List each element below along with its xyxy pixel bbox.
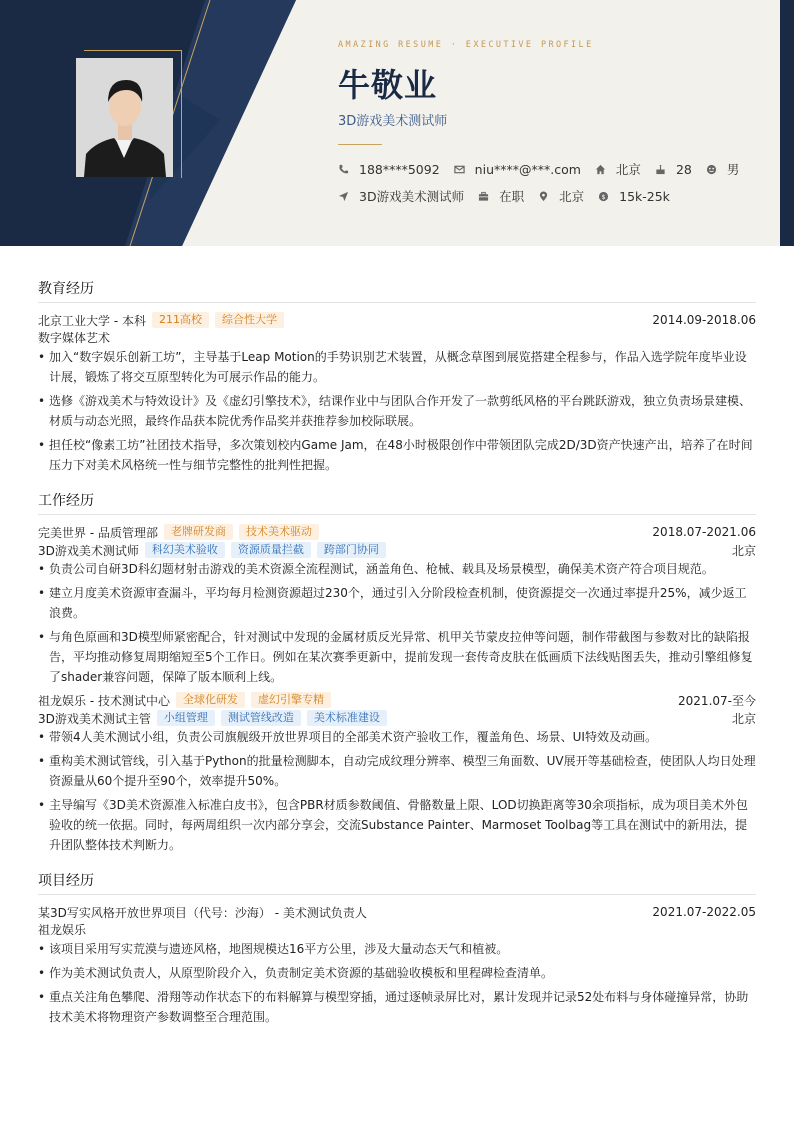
company-tag: 虚幻引擎专精 <box>251 692 331 708</box>
job-role-line <box>38 709 756 727</box>
work-title: 工作经历 <box>38 490 756 515</box>
school-name: 北京工业大学 - 本科 <box>38 313 146 328</box>
job-entry <box>38 691 756 855</box>
send-icon <box>338 191 349 202</box>
education-date: 2014.09-2018.06 <box>652 313 756 327</box>
salary-text: 15k-25k <box>619 188 670 204</box>
school-tag: 综合性大学 <box>215 312 284 328</box>
job-city: 北京 <box>731 543 756 558</box>
job-role: 3D游戏美术测试主管 <box>38 711 151 726</box>
email-text: niu****@***.com <box>474 161 581 177</box>
job-bullets <box>38 727 756 855</box>
company-name: 完美世界 - 品质管理部 <box>38 525 158 540</box>
work-section <box>38 490 756 859</box>
list-item: • 与角色原画和3D模型师紧密配合，针对测试中发现的金属材质反光异常、机甲关节蒙皮拉伸等问题，制作带截图与参数对比的缺陷报告，平均推动修复周期缩短至5个工作日。例如在某次赛季更新中，提前发现一套传奇皮肤在低画质下法线贴图丢失，推动引擎组修复了shader兼容问题，保障了版本顺利上线。 <box>38 627 756 687</box>
company-tag: 全球化研发 <box>176 692 245 708</box>
job-city: 北京 <box>731 711 756 726</box>
intent-position-item <box>338 187 464 205</box>
location-icon <box>538 191 549 202</box>
salary-icon <box>598 191 609 202</box>
projects-title: 项目经历 <box>38 870 756 895</box>
project-bullets <box>38 939 756 1027</box>
avatar <box>76 58 173 177</box>
list-item: • 重构美术测试管线，引入基于Python的批量检测脚本，自动完成纹理分辨率、模型三角面数、UV展开等基础检查，使团队人均日处理资源量从60个提升至90个，效率提升50%。 <box>38 751 756 791</box>
role-tag: 小组管理 <box>157 710 215 726</box>
home-icon <box>595 164 606 175</box>
education-title: 教育经历 <box>38 278 756 303</box>
header-right-strip <box>780 0 794 246</box>
role-tag: 跨部门协同 <box>317 542 386 558</box>
list-item: • 作为美术测试负责人，从原型阶段介入，负责制定美术资源的基础验收模板和里程碑检查清单。 <box>38 963 756 983</box>
title-divider <box>338 144 382 145</box>
school-tag: 211高校 <box>152 312 209 328</box>
role-tag: 测试管线改造 <box>221 710 301 726</box>
candidate-title: 3D游戏美术测试师 <box>338 114 448 129</box>
list-item: • 重点关注角色攀爬、滑翔等动作状态下的布料解算与模型穿插，通过逐帧录屏比对，累计发现并记录52处布料与身体碰撞异常，协助技术美术将物理资产参数调整至合理范围。 <box>38 987 756 1027</box>
education-header <box>38 311 756 329</box>
list-item: • 担任校“像素工坊”社团技术指导，多次策划校内Game Jam，在48小时极限创作中带领团队完成2D/3D资产快速产出，培养了在时间压力下对美术风格统一性与细节完整性的批判性把握。 <box>38 435 756 475</box>
education-section <box>38 278 756 479</box>
role-tag: 科幻美术验收 <box>145 542 225 558</box>
svg-text:$: $ <box>601 192 606 201</box>
list-item: • 主导编写《3D美术资源准入标准白皮书》，包含PBR材质参数阈值、骨骼数量上限、LOD切换距离等30余项指标，成为项目美术外包验收的统一依据。同时，每两周组织一次内部分享会，交流Substance Painter、Marmoset Toolbag等工具在测试中的新用法，提升团队整体技术判断力。 <box>38 795 756 855</box>
company-tag: 老牌研发商 <box>164 524 233 540</box>
job-header <box>38 691 756 709</box>
job-entry <box>38 523 756 687</box>
project-company: 祖龙娱乐 <box>38 923 87 937</box>
job-role-line <box>38 541 756 559</box>
email-item <box>454 162 581 177</box>
briefcase-icon <box>478 191 489 202</box>
list-item: • 带领4人美术测试小组，负责公司旗舰级开放世界项目的全部美术资产验收工作，覆盖角色、场景、UI特效及动画。 <box>38 727 756 747</box>
salary-item <box>598 189 670 204</box>
mail-icon <box>454 164 465 175</box>
phone-item <box>338 162 440 177</box>
status-item <box>478 187 524 205</box>
project-name: 某3D写实风格开放世界项目（代号：沙海） - 美术测试负责人 <box>38 905 367 920</box>
candidate-name: 牛敬业 <box>338 66 438 104</box>
education-bullets <box>38 347 756 475</box>
cake-icon <box>655 164 666 175</box>
job-intent-row <box>338 187 684 205</box>
role-tag: 美术标准建设 <box>307 710 387 726</box>
job-role: 3D游戏美术测试师 <box>38 543 139 558</box>
phone-icon <box>338 164 349 175</box>
contact-row <box>338 160 753 178</box>
job-bullets <box>38 559 756 687</box>
gender-item <box>706 160 740 178</box>
city-item <box>595 160 641 178</box>
gender-text: 男 <box>726 162 740 177</box>
intent-city-text: 北京 <box>559 189 585 204</box>
role-tag: 资源质量拦截 <box>231 542 311 558</box>
phone-text: 188****5092 <box>359 161 440 177</box>
list-item: • 选修《游戏美术与特效设计》及《虚幻引擎技术》，结课作业中与团队合作开发了一款剪纸风格的平台跳跃游戏，独立负责场景建模、材质与动态光照，最终作品获本院优秀作品奖并获推荐参加校际联展。 <box>38 391 756 431</box>
list-item: • 负责公司自研3D科幻题材射击游戏的美术资源全流程测试，涵盖角色、枪械、载具及场景模型，确保美术资产符合项目规范。 <box>38 559 756 579</box>
resume-header <box>0 0 794 246</box>
list-item: • 建立月度美术资源审查漏斗，平均每月检测资源超过230个，通过引入分阶段检查机制，使资源提交一次通过率提升25%，减少返工浪费。 <box>38 583 756 623</box>
job-date: 2021.07-至今 <box>678 693 756 708</box>
list-item: • 加入“数字娱乐创新工坊”，主导基于Leap Motion的手势识别艺术装置，从概念草图到展览搭建全程参与，作品入选学院年度毕业设计展，锻炼了将交互原型转化为可展示作品的能力。 <box>38 347 756 387</box>
job-date: 2018.07-2021.06 <box>652 525 756 539</box>
intent-city-item <box>538 187 584 205</box>
intent-position-text: 3D游戏美术测试师 <box>359 189 465 204</box>
projects-section <box>38 870 756 1031</box>
age-item <box>655 162 692 177</box>
project-header <box>38 903 756 921</box>
company-name: 祖龙娱乐 - 技术测试中心 <box>38 693 170 708</box>
major: 数字媒体艺术 <box>38 331 111 345</box>
company-tag: 技术美术驱动 <box>239 524 319 540</box>
age-text: 28 <box>675 161 692 177</box>
project-date: 2021.07-2022.05 <box>652 905 756 919</box>
status-text: 在职 <box>499 189 525 204</box>
list-item: • 该项目采用写实荒漠与遗迹风格，地图规模达16平方公里，涉及大量动态天气和植被。 <box>38 939 756 959</box>
city-text: 北京 <box>615 162 641 177</box>
job-header <box>38 523 756 541</box>
header-tagline: AMAZING RESUME · EXECUTIVE PROFILE <box>338 40 594 50</box>
gender-icon <box>706 164 717 175</box>
